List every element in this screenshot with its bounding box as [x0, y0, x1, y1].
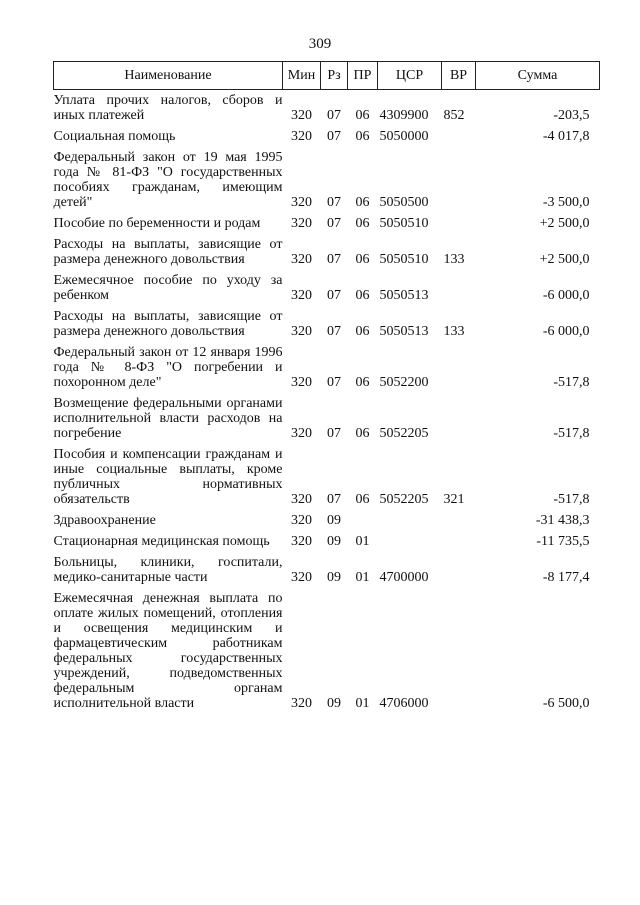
- cell-csr: 5050510: [379, 216, 429, 231]
- cell-vr: 852: [443, 108, 465, 123]
- table-row: [54, 210, 600, 231]
- cell-min: 320: [291, 252, 312, 267]
- cell-csr: 5052205: [379, 492, 429, 507]
- cell-pr: 01: [355, 570, 370, 585]
- header-min: Мин: [283, 62, 321, 90]
- cell-min: 320: [291, 696, 312, 711]
- cell-name: Возмещение федеральными органами исполнительной власти расходов на погребение: [53, 396, 283, 441]
- cell-csr: 5052205: [379, 426, 429, 441]
- cell-vr: 321: [443, 492, 465, 507]
- cell-pr: 06: [355, 216, 370, 231]
- cell-rz: 09: [327, 570, 341, 585]
- table-row: [54, 231, 600, 267]
- cell-name: Стационарная медицинская помощь: [53, 534, 270, 549]
- cell-name: Больницы, клиники, госпитали, медико-санитарные части: [53, 555, 283, 585]
- header-vr: ВР: [442, 62, 476, 90]
- cell-name: Пособие по беременности и родам: [53, 216, 261, 231]
- cell-pr: 06: [355, 324, 370, 339]
- cell-pr: 06: [355, 492, 370, 507]
- cell-csr: 5052200: [379, 375, 429, 390]
- cell-min: 320: [291, 513, 312, 528]
- cell-csr: 4700000: [379, 570, 429, 585]
- table-row: [54, 549, 600, 585]
- cell-vr: [442, 390, 476, 441]
- cell-pr: 01: [355, 696, 370, 711]
- cell-vr: [442, 123, 476, 144]
- cell-min: 320: [291, 375, 312, 390]
- table-row: [54, 144, 600, 210]
- cell-sum: -3 500,0: [542, 195, 590, 210]
- cell-min: 320: [291, 216, 312, 231]
- table-row: [54, 441, 600, 507]
- cell-vr: [442, 210, 476, 231]
- table-row: [54, 528, 600, 549]
- cell-sum: -31 438,3: [535, 513, 590, 528]
- cell-vr: [442, 585, 476, 711]
- cell-sum: +2 500,0: [539, 216, 590, 231]
- cell-csr: [378, 507, 442, 528]
- header-rz: Рз: [321, 62, 348, 90]
- cell-rz: 07: [327, 375, 341, 390]
- header-pr: ПР: [348, 62, 378, 90]
- cell-pr: 01: [355, 534, 370, 549]
- table-row: [54, 507, 600, 528]
- cell-csr: [378, 528, 442, 549]
- cell-name: Расходы на выплаты, зависящие от размера денежного довольствия: [53, 237, 283, 267]
- cell-sum: -6 000,0: [542, 324, 590, 339]
- cell-sum: -517,8: [553, 426, 590, 441]
- table-row: [54, 339, 600, 390]
- table-header-row: [54, 62, 600, 90]
- table-row: [54, 90, 600, 124]
- table-body: [54, 90, 600, 712]
- cell-name: Уплата прочих налогов, сборов и иных платежей: [53, 93, 283, 123]
- cell-vr: 133: [443, 324, 465, 339]
- cell-rz: 09: [327, 534, 341, 549]
- cell-min: 320: [291, 195, 312, 210]
- cell-csr: 5050513: [379, 288, 429, 303]
- cell-min: 320: [291, 108, 312, 123]
- cell-vr: [442, 507, 476, 528]
- cell-rz: 07: [327, 324, 341, 339]
- cell-vr: [442, 528, 476, 549]
- cell-rz: 07: [327, 288, 341, 303]
- cell-min: 320: [291, 426, 312, 441]
- cell-name: Федеральный закон от 12 января 1996 года № 8-ФЗ "О погребении и похоронном деле": [53, 345, 283, 390]
- cell-sum: -6 000,0: [542, 288, 590, 303]
- cell-min: 320: [291, 492, 312, 507]
- cell-vr: [442, 267, 476, 303]
- cell-sum: -8 177,4: [542, 570, 590, 585]
- cell-rz: 09: [327, 696, 341, 711]
- cell-sum: -517,8: [553, 375, 590, 390]
- cell-rz: 07: [327, 492, 341, 507]
- cell-sum: -203,5: [553, 108, 590, 123]
- cell-name: Социальная помощь: [53, 129, 176, 144]
- cell-rz: 07: [327, 426, 341, 441]
- table-row: [54, 390, 600, 441]
- cell-pr: 06: [355, 375, 370, 390]
- cell-name: Ежемесячная денежная выплата по оплате жилых помещений, отопления и освещения медицинским и фармацевтическим работникам федеральных государственных учреждений, подведомственных федеральным органам исполнительной власти: [53, 591, 283, 711]
- cell-vr: [442, 144, 476, 210]
- header-name: Наименование: [54, 62, 283, 90]
- cell-name: Ежемесячное пособие по уходу за ребенком: [53, 273, 283, 303]
- cell-pr: 06: [355, 108, 370, 123]
- cell-min: 320: [291, 288, 312, 303]
- cell-csr: 4706000: [379, 696, 429, 711]
- cell-vr: [442, 339, 476, 390]
- budget-table: [53, 61, 600, 711]
- cell-name: Расходы на выплаты, зависящие от размера денежного довольствия: [53, 309, 283, 339]
- table-row: [54, 585, 600, 711]
- table-row: [54, 123, 600, 144]
- cell-sum: -517,8: [553, 492, 590, 507]
- cell-csr: 5050513: [379, 324, 429, 339]
- table-row: [54, 267, 600, 303]
- cell-csr: 5050500: [379, 195, 429, 210]
- cell-rz: 09: [327, 513, 341, 528]
- cell-name: Федеральный закон от 19 мая 1995 года № 81-ФЗ "О государственных пособиях гражданам, имеющим детей": [53, 150, 283, 210]
- cell-pr: [348, 507, 378, 528]
- cell-rz: 07: [327, 129, 341, 144]
- header-csr: ЦСР: [378, 62, 442, 90]
- cell-rz: 07: [327, 108, 341, 123]
- cell-vr: [442, 549, 476, 585]
- cell-pr: 06: [355, 426, 370, 441]
- cell-sum: +2 500,0: [539, 252, 590, 267]
- cell-sum: -6 500,0: [542, 696, 590, 711]
- cell-csr: 4309900: [379, 108, 429, 123]
- cell-min: 320: [291, 324, 312, 339]
- cell-min: 320: [291, 534, 312, 549]
- page-number: 309: [308, 36, 332, 52]
- cell-pr: 06: [355, 129, 370, 144]
- cell-sum: -4 017,8: [542, 129, 590, 144]
- cell-rz: 07: [327, 195, 341, 210]
- cell-min: 320: [291, 129, 312, 144]
- cell-pr: 06: [355, 195, 370, 210]
- cell-pr: 06: [355, 252, 370, 267]
- cell-csr: 5050510: [379, 252, 429, 267]
- header-sum: Сумма: [476, 62, 600, 90]
- cell-sum: -11 735,5: [536, 534, 590, 549]
- cell-rz: 07: [327, 216, 341, 231]
- cell-name: Пособия и компенсации гражданам и иные социальные выплаты, кроме публичных нормативных обязательств: [53, 447, 283, 507]
- cell-pr: 06: [355, 288, 370, 303]
- cell-vr: 133: [443, 252, 465, 267]
- table-row: [54, 303, 600, 339]
- cell-min: 320: [291, 570, 312, 585]
- cell-csr: 5050000: [379, 129, 429, 144]
- cell-name: Здравоохранение: [53, 513, 156, 528]
- cell-rz: 07: [327, 252, 341, 267]
